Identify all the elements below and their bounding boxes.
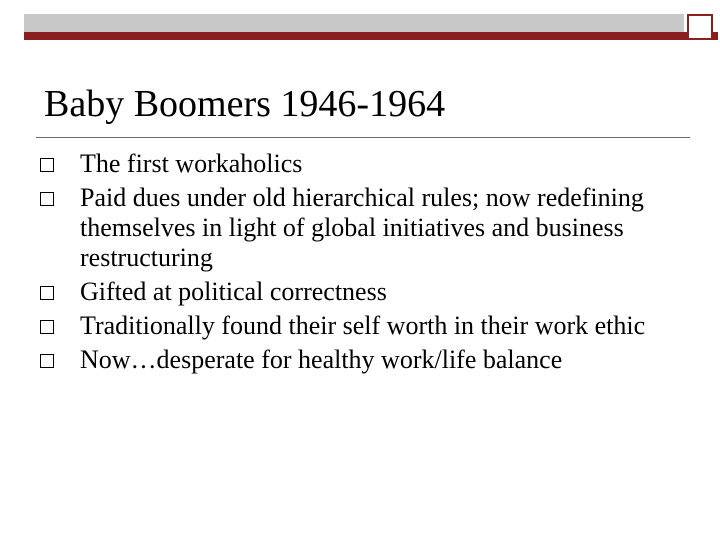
bullet-item [40,277,700,307]
bullet-item [40,311,700,341]
title-divider [36,137,690,138]
bullet-list [40,149,700,379]
bullet-text: Traditionally found their self worth in their work ethic [80,311,646,340]
bullet-item [40,149,700,179]
hollow-square-icon [40,192,54,206]
slide-title: Baby Boomers 1946-1964 [44,83,446,125]
top-decorative-bar [24,14,718,40]
hollow-square-icon [40,286,54,300]
bullet-text: The first workaholics [80,149,303,178]
bullet-text: Now…desperate for healthy work/life balance [80,345,563,374]
corner-square-icon [687,14,713,40]
top-bar-gray-band [24,14,684,32]
hollow-square-icon [40,320,54,334]
bullet-item [40,345,700,375]
top-bar-red-band [24,32,718,40]
hollow-square-icon [40,354,54,368]
bullet-text: Paid dues under old hierarchical rules; now redefining themselves in light of global initiatives and business restructuring [80,183,644,272]
bullet-item [40,183,700,273]
bullet-text: Gifted at political correctness [80,277,387,306]
hollow-square-icon [40,158,54,172]
